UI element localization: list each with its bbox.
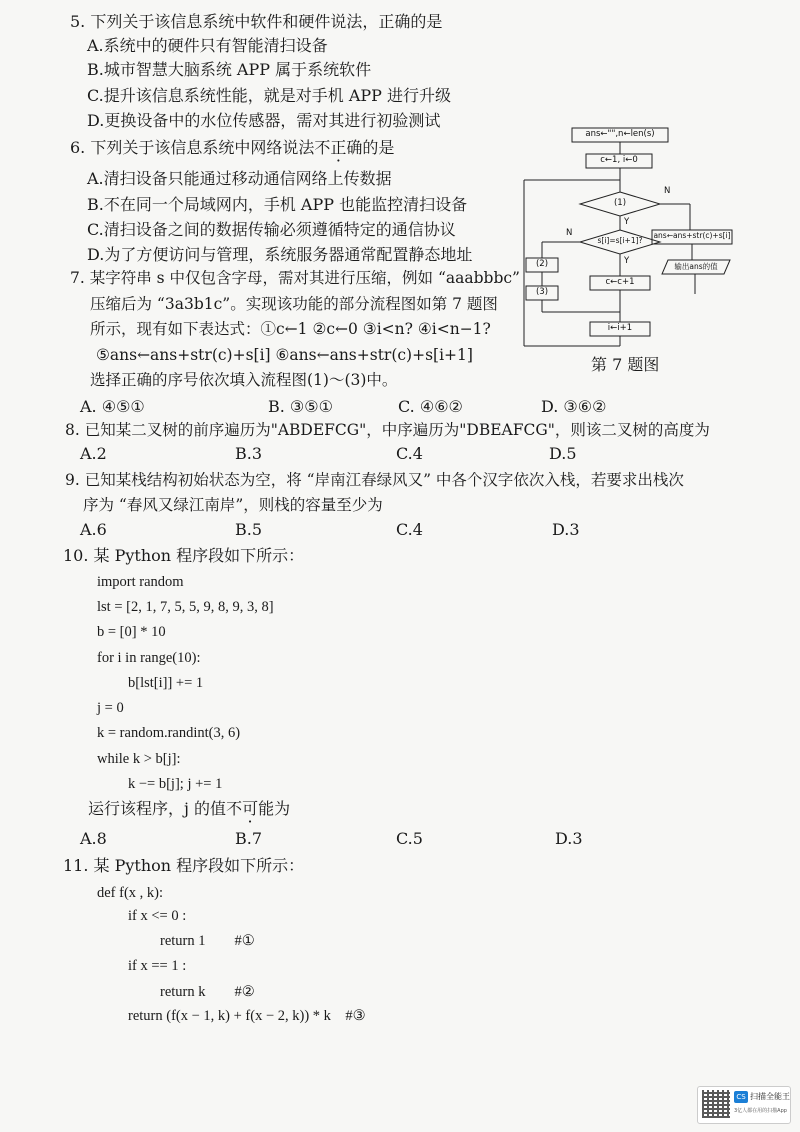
q5-stem: 5. 下列关于该信息系统中软件和硬件说法，正确的是 xyxy=(70,12,443,31)
q10-code-5: b[lst[i]] += 1 xyxy=(128,675,204,691)
q7-line-5: 选择正确的序号依次填入流程图(1)～(3)中。 xyxy=(90,371,398,389)
q10-emphasis: 不可能 xyxy=(226,799,275,818)
q9-option-d: D.3 xyxy=(552,520,580,539)
watermark-subtitle: 3亿人都在用的扫描App xyxy=(734,1108,787,1114)
q6-stem-a: 6. 下列关于该信息系统中网络说法 xyxy=(70,138,315,157)
q10-code-6: j = 0 xyxy=(97,700,124,716)
flow-text-diamond-2: s[i]=s[i+1]? xyxy=(597,236,643,245)
q6-option-a: A.清扫设备只能通过移动通信网络上传数据 xyxy=(87,169,392,188)
q11-code-1: def f(x , k): xyxy=(97,885,164,901)
q10-code-1: import random xyxy=(97,574,184,590)
flow-label-y1: Y xyxy=(624,217,630,227)
q11-code-3: return 1 #① xyxy=(160,933,255,949)
q6-option-d: D.为了方便访问与管理，系统服务器通常配置静态地址 xyxy=(87,245,473,264)
q7-option-c: C. ④⑥② xyxy=(398,397,463,416)
q7-line-3: 所示，现有如下表达式：①c←1 ②c←0 ③i<n? ④i<n−1? xyxy=(90,320,491,338)
q8-option-d: D.5 xyxy=(549,444,577,463)
flow-label-n1: N xyxy=(664,186,671,196)
q10-question-a: 运行该程序，j 的值 xyxy=(88,799,227,818)
q9-line-1: 9. 已知某栈结构初始状态为空，将 “岸南江春绿风又” 中各个汉字依次入栈，若要求出栈次 xyxy=(65,471,684,489)
q10-option-c: C.5 xyxy=(396,829,423,848)
flow-text-append-right: ans←ans+str(c)+s[i] xyxy=(653,231,731,240)
flow-label-y2: Y xyxy=(624,256,630,266)
q7-line-2: 压缩后为 “3a3b1c”。实现该功能的部分流程图如第 7 题图 xyxy=(90,295,498,313)
q10-code-7: k = random.randint(3, 6) xyxy=(97,725,241,741)
camscanner-logo-icon: CS xyxy=(734,1091,748,1103)
q8-option-b: B.3 xyxy=(235,444,263,463)
q5-option-b: B.城市智慧大脑系统 APP 属于系统软件 xyxy=(87,60,372,79)
watermark-name: 扫描全能王 xyxy=(750,1092,790,1101)
q11-code-2: if x <= 0 : xyxy=(128,908,187,924)
q6-option-c: C.清扫设备之间的数据传输必须遵循特定的通信协议 xyxy=(87,220,456,239)
qr-code-icon xyxy=(702,1090,730,1118)
scanner-watermark xyxy=(697,1086,791,1124)
q10-option-b: B.7 xyxy=(235,829,263,848)
q10-code-8: while k > b[j]: xyxy=(97,751,181,767)
q10-question-c: 为 xyxy=(274,799,291,818)
q6-emphasis: 不正确 xyxy=(314,138,363,157)
q6-option-b: B.不在同一个局域网内，手机 APP 也能监控清扫设备 xyxy=(87,195,468,214)
q7-option-a: A. ④⑤① xyxy=(80,397,145,416)
q9-option-a: A.6 xyxy=(80,520,107,539)
q10-code-2: lst = [2, 1, 7, 5, 5, 9, 8, 9, 3, 8] xyxy=(97,599,274,615)
q7-option-b: B. ③⑤① xyxy=(268,397,333,416)
q10-option-a: A.8 xyxy=(80,829,107,848)
q7-line-1: 7. 某字符串 s 中仅包含字母，需对其进行压缩，例如 “aaabbbc” xyxy=(70,269,520,287)
q5-option-a: A.系统中的硬件只有智能清扫设备 xyxy=(87,36,328,55)
q5-option-d: D.更换设备中的水位传感器，需对其进行初验测试 xyxy=(87,111,441,130)
q10-stem: 10. 某 Python 程序段如下所示： xyxy=(63,546,305,565)
flow-text-blank-3: (3) xyxy=(535,287,549,297)
q6-stem-c: 的是 xyxy=(362,138,395,157)
flow-text-init: ans←"",n←len(s) xyxy=(585,129,655,139)
q11-code-6: return (f(x − 1, k) + f(x − 2, k)) * k #③ xyxy=(128,1008,366,1024)
q10-option-d: D.3 xyxy=(555,829,583,848)
q9-option-b: B.5 xyxy=(235,520,263,539)
q7-line-4: ⑤ans←ans+str(c)+s[i] ⑥ans←ans+str(c)+s[i+1] xyxy=(96,346,473,364)
flow-text-counters: c←1, i←0 xyxy=(600,155,638,165)
q6-stem xyxy=(70,138,394,158)
q10-question xyxy=(88,799,290,819)
flow-text-increment-i: i←i+1 xyxy=(607,323,633,333)
q9-option-c: C.4 xyxy=(396,520,423,539)
flow-text-blank-2: (2) xyxy=(535,259,549,269)
q11-code-4: if x == 1 : xyxy=(128,958,187,974)
q7-figure-caption: 第 7 题图 xyxy=(591,355,660,374)
q7-flowchart xyxy=(520,126,750,376)
q8-option-c: C.4 xyxy=(396,444,423,463)
flow-text-increment-c: c←c+1 xyxy=(605,277,635,287)
q11-stem: 11. 某 Python 程序段如下所示： xyxy=(63,856,305,875)
flow-text-output: 输出ans的值 xyxy=(674,262,718,271)
q10-code-3: b = [0] * 10 xyxy=(97,624,166,640)
q7-option-d: D. ③⑥② xyxy=(541,397,607,416)
q5-option-c: C.提升该信息系统性能，就是对手机 APP 进行升级 xyxy=(87,86,452,105)
q8-option-a: A.2 xyxy=(80,444,107,463)
q10-code-4: for i in range(10): xyxy=(97,650,201,666)
q11-code-5: return k #② xyxy=(160,984,255,1000)
flow-text-diamond-1: (1) xyxy=(613,198,627,208)
q8-stem: 8. 已知某二叉树的前序遍历为"ABDEFCG"，中序遍历为"DBEAFCG"，则该二叉树的高度为 xyxy=(65,421,710,439)
q10-code-9: k −= b[j]; j += 1 xyxy=(128,776,223,792)
flow-label-n2: N xyxy=(566,228,573,238)
q9-line-2: 序为 “春风又绿江南岸”，则栈的容量至少为 xyxy=(83,496,383,514)
